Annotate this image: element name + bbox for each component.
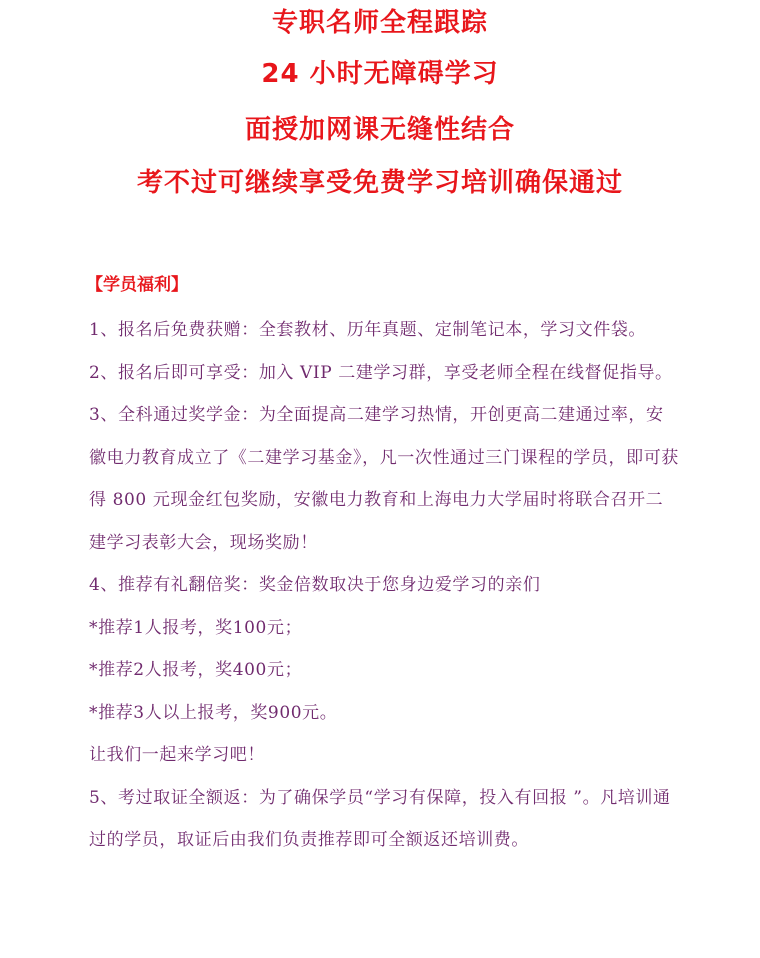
benefit-item-referral: 4、推荐有礼翻倍奖：奖金倍数取决于您身边爱学习的亲们 bbox=[89, 575, 541, 595]
closing-line: 让我们一起来学习吧！ bbox=[89, 745, 265, 765]
benefit-item-vip-group: 2、报名后即可享受：加入 VIP 二建学习群，享受老师全程在线督促指导。 bbox=[89, 362, 673, 383]
benefit-item-refund: 5、考过取证全额返：为了确保学员“学习有保障，投入有回报 ”。凡培训通过的学员，取证后由我们负责推荐即可全额返还培训费。 bbox=[89, 787, 671, 850]
referral-tier-1: *推荐1人报考，奖100元； bbox=[89, 617, 303, 638]
headline-teachers: 专职名师全程跟踪 bbox=[271, 8, 488, 38]
benefit-item-scholarship: 3、全科通过奖学金：为全面提高二建学习热情，开创更高二建通过率，安徽电力教育成立了《二建学习基金》，凡一次性通过三门课程的学员，即可获得 800 元现金红包奖励，安徽电力教育和上海电力大学届时将联合召开二建学习表彰大会，现场奖励！ bbox=[89, 405, 679, 553]
headline-guarantee: 考不过可继续享受免费学习培训确保通过 bbox=[136, 168, 623, 198]
referral-tier-2: *推荐2人报考，奖400元； bbox=[89, 660, 303, 680]
benefits-list bbox=[89, 309, 679, 862]
benefit-item-free-materials: 1、报名后免费获赠：全套教材、历年真题、定制笔记本，学习文件袋。 bbox=[89, 320, 647, 340]
section-title-benefits: 【学员福利】 bbox=[86, 275, 188, 295]
headline-24h: 24 小时无障碍学习 bbox=[261, 59, 499, 89]
headline-online-offline: 面授加网课无缝性结合 bbox=[244, 115, 515, 145]
referral-tier-3: *推荐3人以上报考，奖900元。 bbox=[89, 702, 338, 723]
